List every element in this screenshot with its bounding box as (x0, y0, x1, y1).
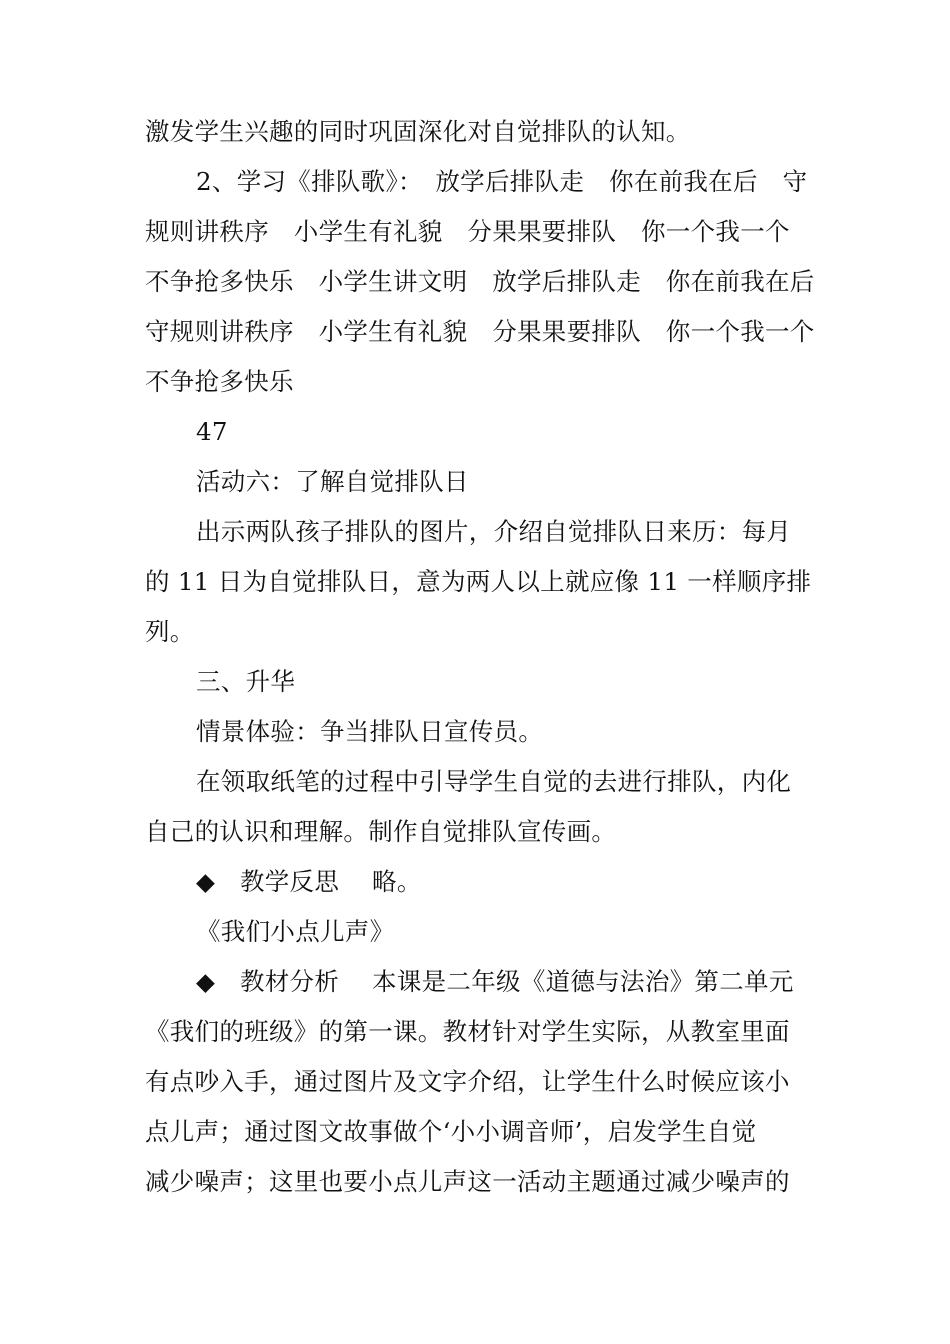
text-line: 2、学习《排队歌》： 放学后排队走 你在前我在后 守 (196, 167, 808, 196)
text-line: 不争抢多快乐 小学生讲文明 放学后排队走 你在前我在后 (145, 267, 815, 296)
text-line: 列。 (145, 617, 195, 646)
lesson-title: 《我们小点儿声》 (196, 917, 395, 946)
text-line: 出示两队孩子排队的图片，介绍自觉排队日来历：每月 (196, 517, 792, 546)
page-number: 47 (196, 417, 228, 446)
text-line: 在领取纸笔的过程中引导学生自觉的去进行排队，内化 (196, 767, 792, 796)
text-line: 规则讲秩序 小学生有礼貌 分果果要排队 你一个我一个 (145, 217, 790, 246)
section-heading: 活动六：了解自觉排队日 (196, 467, 469, 496)
text-line: 守规则讲秩序 小学生有礼貌 分果果要排队 你一个我一个 (145, 317, 815, 346)
text-line: 《我们的班级》的第一课。教材针对学生实际，从教室里面 (145, 1017, 790, 1046)
text-line: 减少噪声；这里也要小点儿声这一活动主题通过减少噪声的 (145, 1167, 790, 1196)
text-line: 有点吵入手，通过图片及文字介绍，让学生什么时候应该小 (145, 1067, 790, 1096)
section-heading: 三、升华 (196, 667, 296, 696)
text-line: 情景体验：争当排队日宣传员。 (196, 717, 544, 746)
text-line: 自己的认识和理解。制作自觉排队宣传画。 (145, 817, 617, 846)
text-line: ◆ 教学反思 略。 (196, 867, 422, 896)
text-line: 点儿声；通过图文故事做个‘小小调音师’，启发学生自觉 (145, 1117, 757, 1146)
text-line: 激发学生兴趣的同时巩固深化对自觉排队的认知。 (145, 117, 691, 146)
text-line: 不争抢多快乐 (145, 367, 294, 396)
text-line: ◆ 教材分析 本课是二年级《道德与法治》第二单元 (196, 967, 794, 996)
text-line: 的 11 日为自觉排队日，意为两人以上就应像 11 一样顺序排 (145, 567, 812, 596)
